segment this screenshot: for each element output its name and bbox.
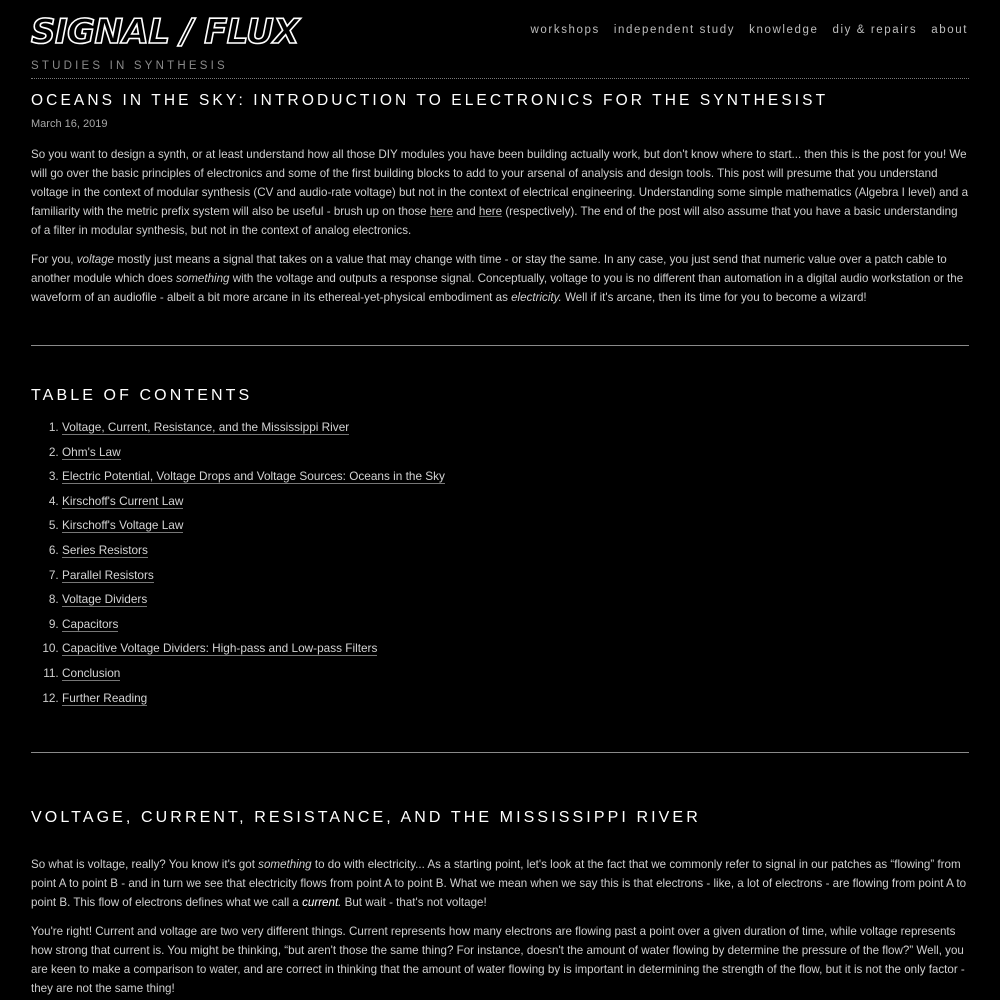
toc-link-voltage-dividers[interactable]: Voltage Dividers <box>62 592 148 607</box>
intro-paragraph-1: So you want to design a synth, or at least understand how all those DIY modules you have been building actually work, but don't know where to start... then this is the post for you! We will go over the basic principles of electronics and some of the first building blocks to add to your arsenal of analysis and design tools. This post will presume that you understand voltage in the context of modular synthesis (CV and audio-rate voltage) but not in the context of electrical engineering. Understanding some simple mathematics (Algebra I level) and a familiarity with the metric prefix system will also be useful - brush up on those here and here (respectively). The end of the post will also assume that you have a basic understanding of a filter in modular synthesis, but not in the context of analog electronics. <box>31 148 969 237</box>
nav-diy-repairs[interactable]: diy & repairs <box>832 24 918 36</box>
toc-link-electric-potential[interactable]: Electric Potential, Voltage Drops and Voltage Sources: Oceans in the Sky <box>62 469 445 484</box>
toc-item <box>62 515 445 540</box>
toc-item <box>62 614 445 639</box>
toc-heading: TABLE OF CONTENTS <box>31 387 253 404</box>
post-date: March 16, 2019 <box>31 118 108 130</box>
site-logo[interactable]: SIGNAL / FLUX <box>31 12 299 52</box>
toc-item <box>62 466 445 491</box>
nav-workshops[interactable]: workshops <box>530 24 600 36</box>
toc-item <box>62 589 445 614</box>
nav-about[interactable]: about <box>931 24 968 36</box>
section-heading-voltage: VOLTAGE, CURRENT, RESISTANCE, AND THE MISSISSIPPI RIVER <box>31 809 701 826</box>
site-tagline: STUDIES IN SYNTHESIS <box>31 60 228 72</box>
nav-knowledge[interactable]: knowledge <box>749 24 819 36</box>
section-paragraph-2: You're right! Current and voltage are two very different things. Current represents how many electrons are flowing past a point over a given duration of time, while voltage represents how strong that current is. You might be thinking, “but aren't those the same thing? For instance, doesn't the amount of water flowing by determine the pressure of the flow?” Well, you are keen to make a comparison to water, and are correct in thinking that the amount of water flowing by is important in determining the strength of the flow, but it is not the only factor - they are not the same thing! <box>31 925 965 995</box>
toc-item <box>62 491 445 516</box>
toc-link-series-resistors[interactable]: Series Resistors <box>62 542 148 557</box>
main-nav <box>531 24 968 36</box>
toc-link-parallel-resistors[interactable]: Parallel Resistors <box>62 567 154 582</box>
toc-link-capacitors[interactable]: Capacitors <box>62 616 119 631</box>
toc-item <box>62 565 445 590</box>
section-divider <box>31 345 969 346</box>
header-divider <box>31 78 969 79</box>
algebra-link[interactable]: here <box>429 205 454 218</box>
toc-item <box>62 417 445 442</box>
toc-link-voltage-law[interactable]: Kirschoff's Voltage Law <box>62 518 184 533</box>
toc-link-current-law[interactable]: Kirschoff's Current Law <box>62 493 184 508</box>
toc-item <box>62 442 445 467</box>
nav-independent-study[interactable]: independent study <box>613 24 736 36</box>
section-paragraph-1: So what is voltage, really? You know it's got something to do with electricity... As a starting point, let's look at the fact that we commonly refer to signal in our patches as “flowing” from point A to point B - and in turn we see that electricity flows from point A to point B. What we mean when we say this is that electrons - like, a lot of electrons - are flowing from point A to point B. This flow of electrons defines what we call a current. But wait - that's not voltage! <box>31 858 967 909</box>
toc-item <box>62 688 445 713</box>
toc-link-further-reading[interactable]: Further Reading <box>62 690 148 705</box>
toc-item <box>62 540 445 565</box>
toc-link-voltage-current-resistance[interactable]: Voltage, Current, Resistance, and the Mississippi River <box>62 420 350 434</box>
toc-item <box>62 638 445 663</box>
post-title: OCEANS IN THE SKY: INTRODUCTION TO ELECTRONICS FOR THE SYNTHESIST <box>31 92 829 109</box>
table-of-contents <box>31 417 445 712</box>
toc-item <box>62 663 445 688</box>
intro-paragraph-2: For you, voltage mostly just means a signal that takes on a value that may change with time - or stay the same. In any case, you just send that numeric value over a patch cable to another module which does something with the voltage and outputs a response signal. Conceptually, voltage to you is no different than automation in a digital audio workstation or the waveform of an audiofile - albeit a bit more arcane in its ethereal-yet-physical embodiment as electricity. Well if it's arcane, then its time for you to become a wizard! <box>31 253 964 304</box>
toc-link-ohms-law[interactable]: Ohm's Law <box>62 444 121 459</box>
metric-prefix-link[interactable]: here <box>478 205 503 218</box>
section-divider <box>31 752 969 753</box>
toc-link-conclusion[interactable]: Conclusion <box>62 665 121 680</box>
toc-link-capacitive-dividers[interactable]: Capacitive Voltage Dividers: High-pass and Low-pass Filters <box>62 641 378 656</box>
